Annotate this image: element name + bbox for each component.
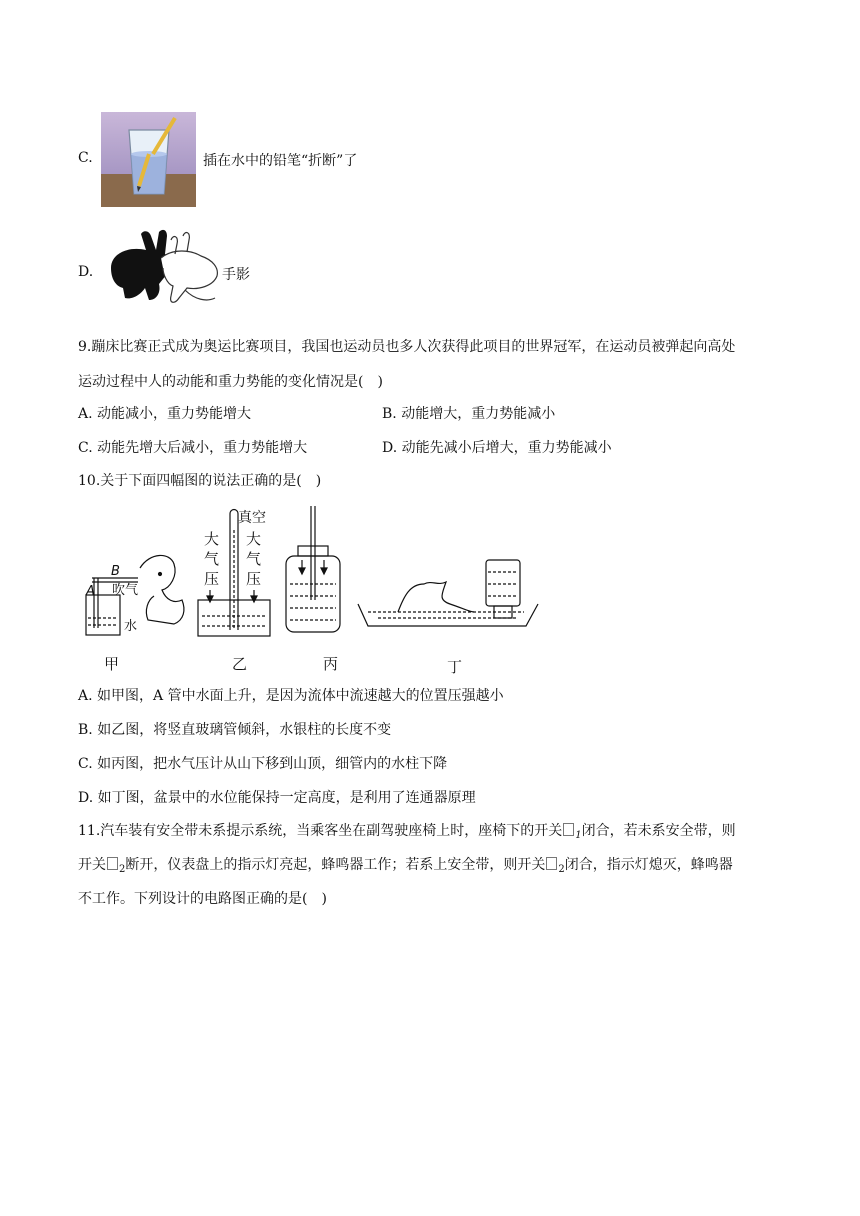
fig-yi-label-vacuum: 真空 xyxy=(238,510,266,526)
fig-label-yi: 乙 xyxy=(232,655,248,673)
q9-option-d: D. 动能先减小后增大，重力势能减小 xyxy=(382,440,612,456)
q9-stem-line2: 运动过程中人的动能和重力势能的变化情况是( ) xyxy=(78,374,383,390)
option-c-letter: C. xyxy=(78,150,93,166)
fig-yi-atm-left-3: 压 xyxy=(204,570,220,588)
missing-glyph-box xyxy=(107,857,118,870)
fig-jia-label-a: A xyxy=(86,584,95,599)
fig-label-jia: 甲 xyxy=(104,655,120,673)
rabbit-shadow-icon xyxy=(101,228,226,310)
q10-option-a: A. 如甲图，A 管中水面上升，是因为流体中流速越大的位置压强越小 xyxy=(78,688,504,704)
q11-stem-line2: 开关 $_2$断开，仪表盘上的指示灯亮起，蜂鸣器工作；若系上安全带，则开关 $_2$闭合，指示灯熄灭，蜂鸣器 xyxy=(78,857,733,875)
q11-stem-line3: 不工作。下列设计的电路图正确的是( ) xyxy=(78,891,327,907)
q9-option-a: A. 动能减小，重力势能增大 xyxy=(78,406,252,422)
fig-yi-atm-left-1: 大 xyxy=(204,530,220,548)
missing-glyph-box xyxy=(546,857,557,870)
q11-subscript-1: 1 xyxy=(575,830,582,841)
q9-stem-line1: 9.蹦床比赛正式成为奥运比赛项目，我国也运动员也多人次获得此项目的世界冠军，在运动员被弹起向高处 xyxy=(78,339,736,355)
fig-jia-label-water: 水 xyxy=(124,619,138,634)
hand-shadow-image xyxy=(101,228,226,310)
q9-option-b: B. 动能增大，重力势能减小 xyxy=(382,406,556,422)
fig-yi-atm-right-3: 压 xyxy=(246,570,262,588)
option-d-caption: 手影 xyxy=(222,267,250,283)
missing-glyph-box xyxy=(563,823,574,836)
q10-option-c: C. 如丙图，把水气压计从山下移到山顶，细管内的水柱下降 xyxy=(78,756,448,772)
option-c-caption: 插在水中的铅笔“折断”了 xyxy=(203,153,358,169)
fig-yi-atm-right-2: 气 xyxy=(246,550,262,568)
q10-option-d: D. 如丁图，盆景中的水位能保持一定高度，是利用了连通器原理 xyxy=(78,790,476,806)
fig-jia-label-blow: 吹气 xyxy=(112,583,139,598)
q9-option-c: C. 动能先增大后减小，重力势能增大 xyxy=(78,440,308,456)
q10-figures xyxy=(78,500,548,680)
fig-label-ding: 丁 xyxy=(447,658,463,676)
q11-subscript-2: 2 xyxy=(119,864,126,875)
fig-label-bing: 丙 xyxy=(323,655,339,673)
q10-option-b: B. 如乙图，将竖直玻璃管倾斜，水银柱的长度不变 xyxy=(78,722,392,738)
pencil-in-water-image xyxy=(101,112,196,207)
fig-jia-label-b: B xyxy=(111,564,120,579)
fig-yi-atm-right-1: 大 xyxy=(246,530,262,548)
option-d-letter: D. xyxy=(78,264,94,280)
pencil-in-water-icon xyxy=(101,112,196,207)
q11-stem-line1: 11.汽车装有安全带未系提示系统，当乘客坐在副驾驶座椅上时，座椅下的开关 $_1$闭合，若未系安全带，则 xyxy=(78,823,736,841)
fig-yi-atm-left-2: 气 xyxy=(204,550,220,568)
q11-subscript-2b: 2 xyxy=(558,864,565,875)
q10-stem: 10.关于下面四幅图的说法正确的是( ) xyxy=(78,473,322,489)
q10-figures-drawing xyxy=(78,500,548,680)
